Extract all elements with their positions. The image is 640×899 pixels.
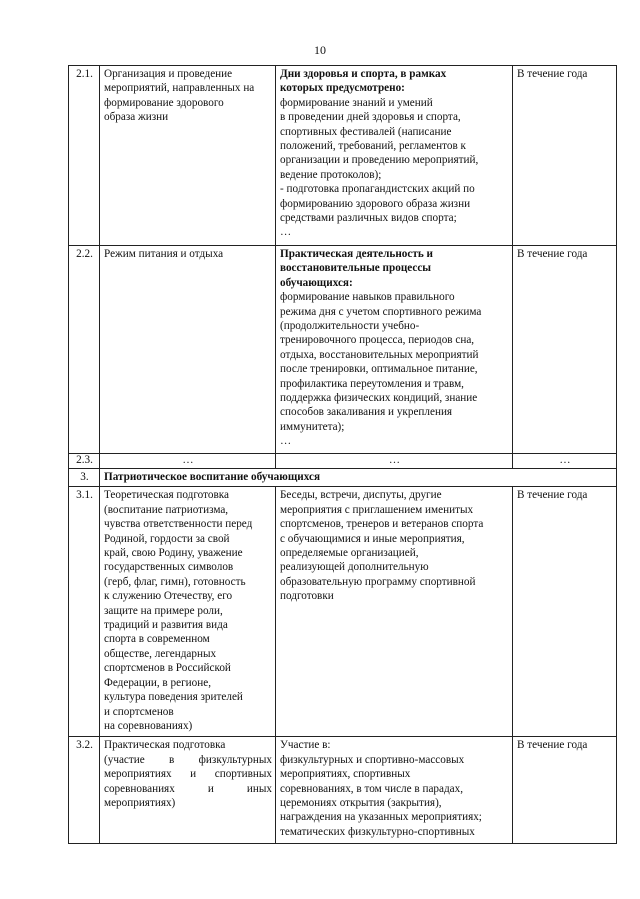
table-row xyxy=(69,487,617,737)
row-number: 2.1. xyxy=(69,66,100,246)
period-cell: В течение года xyxy=(513,487,617,737)
activity-cell: Теоретическая подготовка (воспитание патриотизма, чувства ответственности перед Родиной, гордости за свой край, свою Родину, уважение государственных символов (герб, флаг, гимн), готовность к служению Отечеству, его защите на примере роли, традиций и развития вида спорта в современном обществе, легендарных спортсменов в Российской Федерации, в регионе, культура поведения зрителей и спортсменов на соревнованиях) xyxy=(100,487,276,737)
activity-cell: Организация и проведение мероприятий, направленных на формирование здорового образа жизни xyxy=(100,66,276,246)
row-number: 2.3. xyxy=(69,454,100,469)
content-cell: Беседы, встречи, диспуты, другие мероприятия с приглашением именитых спортсменов, тренеров и ветеранов спорта с обучающимися и иные мероприятия, определяемые организацией, реализующей дополнительную образовательную программу спортивной подготовки xyxy=(276,487,513,737)
content-cell: Дни здоровья и спорта, в рамках которых предусмотрено: формирование знаний и умений в проведении дней здоровья и спорта, спортивных фестивалей (написание положений, требований, регламентов к организации и проведению мероприятий, ведение протоколов); - подготовка пропагандистских акций по формированию здорового образа жизни средствами различных видов спорта; … xyxy=(276,66,513,246)
activity-cell: … xyxy=(100,454,276,469)
row-number: 3.2. xyxy=(69,737,100,844)
content-cell: Практическая деятельность и восстановительные процессы обучающихся: формирование навыков правильного режима дня с учетом спортивного режима (продолжительности учебно- тренировочного процесса, периодов сна, отдыха, восстановительных мероприятий после тренировки, оптимальное питание, профилактика переутомления и травм, поддержка физических кондиций, знание способов закаливания и укрепления иммунитета); … xyxy=(276,246,513,454)
activity-cell: Режим питания и отдыха xyxy=(100,246,276,454)
content-cell: Участие в: физкультурных и спортивно-массовых мероприятиях, спортивных соревнованиях, в том числе в парадах, церемониях открытия (закрытия), награждения на указанных мероприятиях; тематических физкультурно-спортивных xyxy=(276,737,513,844)
table-row xyxy=(69,737,617,844)
period-cell: В течение года xyxy=(513,66,617,246)
section-row xyxy=(69,469,617,487)
plan-table xyxy=(68,65,617,844)
period-cell: … xyxy=(513,454,617,469)
section-title: Патриотическое воспитание обучающихся xyxy=(100,469,617,487)
table-row xyxy=(69,454,617,469)
content-cell: … xyxy=(276,454,513,469)
period-cell: В течение года xyxy=(513,737,617,844)
period-cell: В течение года xyxy=(513,246,617,454)
table-row xyxy=(69,66,617,246)
row-number: 3.1. xyxy=(69,487,100,737)
row-number: 2.2. xyxy=(69,246,100,454)
table-row xyxy=(69,246,617,454)
row-number: 3. xyxy=(69,469,100,487)
page-number: 10 xyxy=(314,43,326,57)
activity-cell: Практическая подготовка (участие в физкультурных мероприятиях и спортивных соревнованиях и иных мероприятиях) xyxy=(100,737,276,844)
